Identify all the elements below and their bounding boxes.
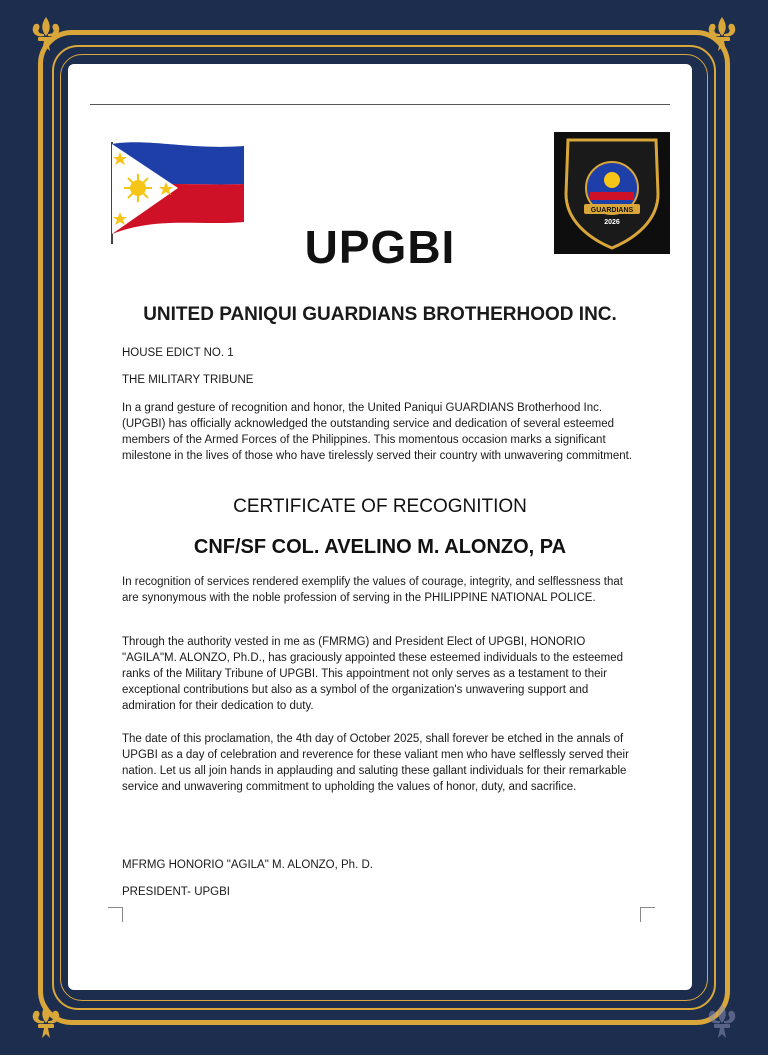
signatory-title: PRESIDENT- UPGBI <box>122 886 230 898</box>
fleur-de-lis-icon <box>702 14 742 54</box>
crop-mark <box>640 907 655 922</box>
certificate-title: CERTIFICATE OF RECOGNITION <box>233 496 527 517</box>
recipient-name: CNF/SF COL. AVELINO M. ALONZO, PA <box>193 536 567 558</box>
paragraph-intro: In a grand gesture of recognition and honor, the United Paniqui GUARDIANS Brotherhood Inc. (UPGBI) has officially acknowledged the outstanding service and dedication of several esteemed members of the Armed Forces of the Philippines. This momentous occasion marks a significant milestone in the lives of those who have tirelessly served their country with unwavering commitment. <box>122 402 633 462</box>
paragraph-recognition: In recognition of services rendered exemplify the values of courage, integrity, and selflessness that are synonymous with the noble profession of serving in the PHILIPPINE NATIONAL POLICE. <box>122 576 623 604</box>
fleur-de-lis-icon <box>26 1001 66 1041</box>
badge-ribbon-text: GUARDIANS <box>590 207 634 214</box>
top-rule <box>90 104 670 105</box>
paragraph-proclamation: The date of this proclamation, the 4th day of October 2025, shall forever be etched in the annals of UPGBI as a day of celebration and reverence for these valiant men who have selflessly served their nation. Let us all join hands in applauding and saluting these gallant individuals for their remarkable service and unwavering commitment to upholding the values of honor, duty, and sacrifice. <box>122 733 629 793</box>
certificate-page <box>68 64 692 990</box>
signatory-name: MFRMG HONORIO "AGILA" M. ALONZO, Ph. D. <box>122 859 373 871</box>
fleur-de-lis-icon <box>26 14 66 54</box>
paragraph-authority: Through the authority vested in me as (FMRMG) and President Elect of UPGBI, HONORIO "AGILA"M. ALONZO, Ph.D., has graciously appointed these esteemed individuals to the esteemed ranks of the Military Tribune of UPGBI. This appointment not only serves as a testament to their exceptional contributions but also as a symbol of the organization's unwavering support and admiration for their dedication to duty. <box>122 636 624 712</box>
crop-mark <box>108 907 123 922</box>
document-title: UPGBI <box>304 221 456 273</box>
military-tribune-heading: THE MILITARY TRIBUNE <box>122 374 254 386</box>
organization-name: UNITED PANIQUI GUARDIANS BROTHERHOOD INC. <box>143 304 617 325</box>
badge-year-text: 2026 <box>604 219 620 226</box>
fleur-de-lis-icon <box>702 1001 742 1041</box>
house-edict: HOUSE EDICT NO. 1 <box>122 347 234 359</box>
